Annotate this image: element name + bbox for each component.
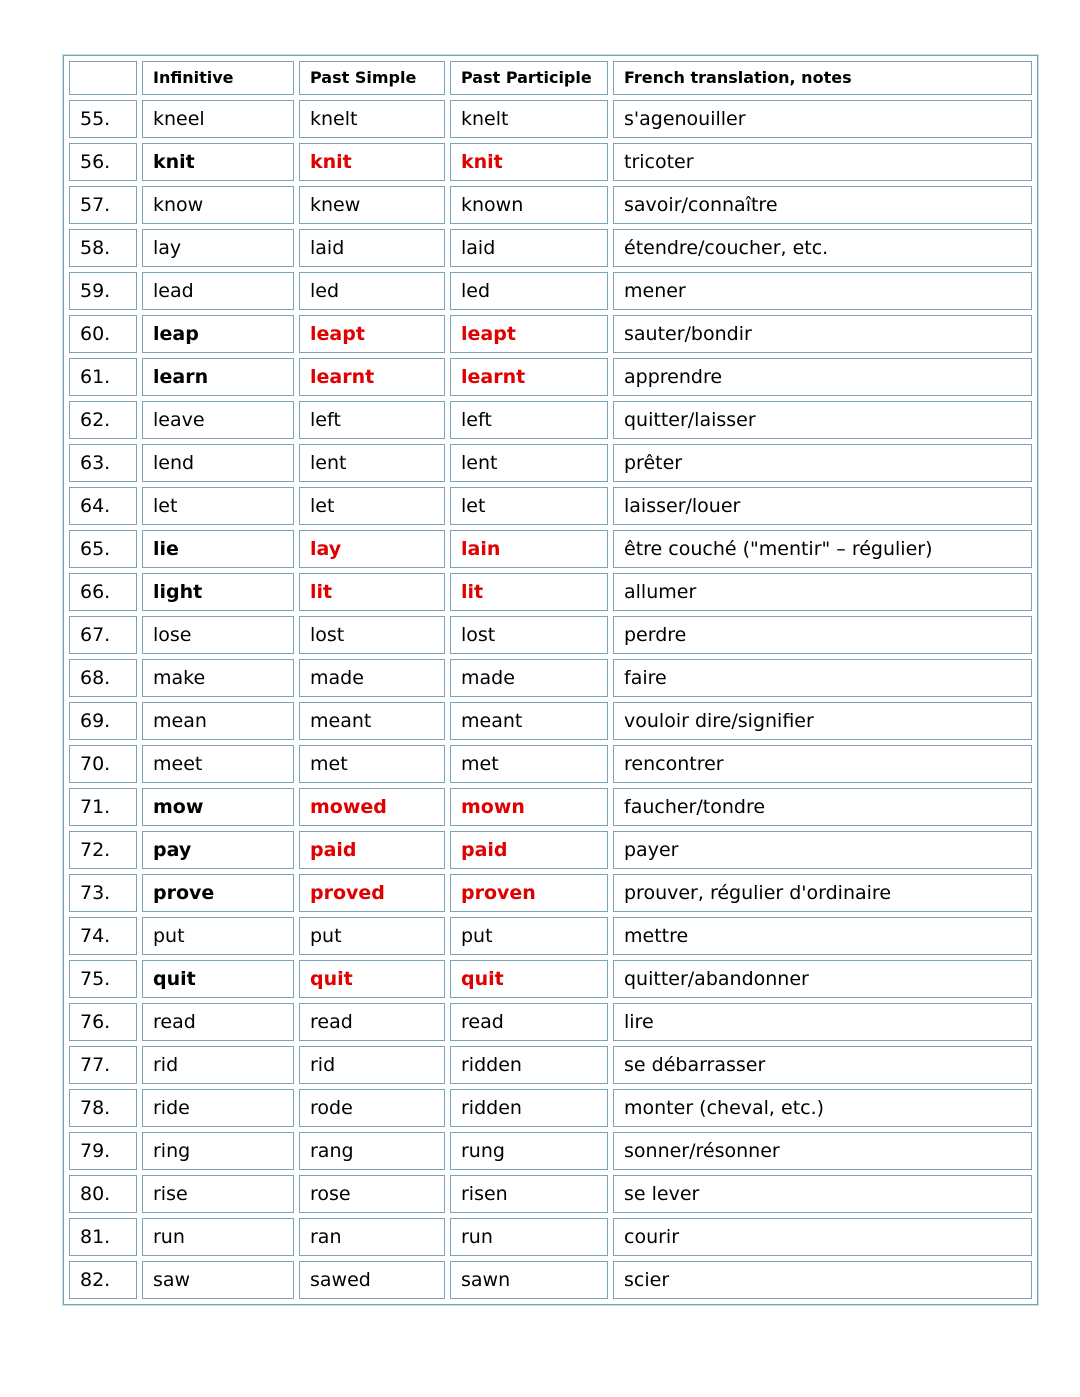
row-number-cell: 65.: [69, 530, 137, 568]
header-row: [69, 61, 1032, 95]
past-participle-cell: lit: [450, 573, 608, 611]
infinitive-cell: run: [142, 1218, 294, 1256]
infinitive-cell: lose: [142, 616, 294, 654]
infinitive-cell: know: [142, 186, 294, 224]
past-simple-cell: knit: [299, 143, 445, 181]
past-simple-cell: read: [299, 1003, 445, 1041]
row-number-cell: 62.: [69, 401, 137, 439]
past-participle-cell: let: [450, 487, 608, 525]
table-row: [69, 917, 1032, 955]
header-past-participle: Past Participle: [450, 61, 608, 95]
table-row: [69, 831, 1032, 869]
past-participle-cell: proven: [450, 874, 608, 912]
past-participle-cell: left: [450, 401, 608, 439]
past-simple-cell: led: [299, 272, 445, 310]
table-row: [69, 530, 1032, 568]
past-simple-cell: knelt: [299, 100, 445, 138]
past-simple-cell: meant: [299, 702, 445, 740]
row-number-cell: 80.: [69, 1175, 137, 1213]
french-translation-cell: rencontrer: [613, 745, 1032, 783]
past-simple-cell: let: [299, 487, 445, 525]
french-translation-cell: quitter/abandonner: [613, 960, 1032, 998]
french-translation-cell: être couché ("mentir" – régulier): [613, 530, 1032, 568]
header-past-simple: Past Simple: [299, 61, 445, 95]
table-row: [69, 100, 1032, 138]
row-number-cell: 75.: [69, 960, 137, 998]
table-row: [69, 960, 1032, 998]
row-number-cell: 74.: [69, 917, 137, 955]
past-simple-cell: quit: [299, 960, 445, 998]
past-simple-cell: paid: [299, 831, 445, 869]
french-translation-cell: allumer: [613, 573, 1032, 611]
infinitive-cell: saw: [142, 1261, 294, 1299]
past-simple-cell: put: [299, 917, 445, 955]
past-participle-cell: meant: [450, 702, 608, 740]
infinitive-cell: let: [142, 487, 294, 525]
table-row: [69, 1132, 1032, 1170]
past-participle-cell: ridden: [450, 1089, 608, 1127]
past-participle-cell: known: [450, 186, 608, 224]
french-translation-cell: lire: [613, 1003, 1032, 1041]
infinitive-cell: lend: [142, 444, 294, 482]
past-simple-cell: left: [299, 401, 445, 439]
infinitive-cell: leave: [142, 401, 294, 439]
row-number-cell: 66.: [69, 573, 137, 611]
row-number-cell: 73.: [69, 874, 137, 912]
french-translation-cell: courir: [613, 1218, 1032, 1256]
past-participle-cell: risen: [450, 1175, 608, 1213]
french-translation-cell: laisser/louer: [613, 487, 1032, 525]
past-simple-cell: lost: [299, 616, 445, 654]
infinitive-cell: make: [142, 659, 294, 697]
table-row: [69, 358, 1032, 396]
french-translation-cell: perdre: [613, 616, 1032, 654]
row-number-cell: 60.: [69, 315, 137, 353]
row-number-cell: 59.: [69, 272, 137, 310]
infinitive-cell: read: [142, 1003, 294, 1041]
row-number-cell: 61.: [69, 358, 137, 396]
row-number-cell: 78.: [69, 1089, 137, 1127]
table-row: [69, 1089, 1032, 1127]
past-participle-cell: put: [450, 917, 608, 955]
infinitive-cell: prove: [142, 874, 294, 912]
table-row: [69, 1261, 1032, 1299]
past-simple-cell: leapt: [299, 315, 445, 353]
row-number-cell: 64.: [69, 487, 137, 525]
french-translation-cell: savoir/connaître: [613, 186, 1032, 224]
row-number-cell: 68.: [69, 659, 137, 697]
table-row: [69, 616, 1032, 654]
past-participle-cell: lent: [450, 444, 608, 482]
header-number: [69, 61, 137, 95]
row-number-cell: 57.: [69, 186, 137, 224]
past-participle-cell: quit: [450, 960, 608, 998]
french-translation-cell: sonner/résonner: [613, 1132, 1032, 1170]
french-translation-cell: apprendre: [613, 358, 1032, 396]
french-translation-cell: quitter/laisser: [613, 401, 1032, 439]
row-number-cell: 76.: [69, 1003, 137, 1041]
french-translation-cell: sauter/bondir: [613, 315, 1032, 353]
infinitive-cell: lay: [142, 229, 294, 267]
table-row: [69, 229, 1032, 267]
french-translation-cell: prêter: [613, 444, 1032, 482]
infinitive-cell: kneel: [142, 100, 294, 138]
table-row: [69, 186, 1032, 224]
past-participle-cell: leapt: [450, 315, 608, 353]
past-simple-cell: ran: [299, 1218, 445, 1256]
header-infinitive: Infinitive: [142, 61, 294, 95]
table-row: [69, 702, 1032, 740]
french-translation-cell: prouver, régulier d'ordinaire: [613, 874, 1032, 912]
row-number-cell: 72.: [69, 831, 137, 869]
infinitive-cell: lie: [142, 530, 294, 568]
french-translation-cell: mener: [613, 272, 1032, 310]
past-simple-cell: rid: [299, 1046, 445, 1084]
past-participle-cell: laid: [450, 229, 608, 267]
past-participle-cell: made: [450, 659, 608, 697]
row-number-cell: 77.: [69, 1046, 137, 1084]
french-translation-cell: se débarrasser: [613, 1046, 1032, 1084]
infinitive-cell: mow: [142, 788, 294, 826]
french-translation-cell: étendre/coucher, etc.: [613, 229, 1032, 267]
infinitive-cell: ring: [142, 1132, 294, 1170]
past-simple-cell: rang: [299, 1132, 445, 1170]
infinitive-cell: meet: [142, 745, 294, 783]
table-row: [69, 874, 1032, 912]
table-row: [69, 315, 1032, 353]
row-number-cell: 81.: [69, 1218, 137, 1256]
french-translation-cell: monter (cheval, etc.): [613, 1089, 1032, 1127]
infinitive-cell: pay: [142, 831, 294, 869]
table-row: [69, 1046, 1032, 1084]
past-simple-cell: sawed: [299, 1261, 445, 1299]
row-number-cell: 58.: [69, 229, 137, 267]
past-participle-cell: met: [450, 745, 608, 783]
past-simple-cell: mowed: [299, 788, 445, 826]
french-translation-cell: faire: [613, 659, 1032, 697]
table-row: [69, 401, 1032, 439]
irregular-verbs-table: [63, 55, 1038, 1305]
past-simple-cell: knew: [299, 186, 445, 224]
past-participle-cell: learnt: [450, 358, 608, 396]
infinitive-cell: rise: [142, 1175, 294, 1213]
past-participle-cell: paid: [450, 831, 608, 869]
past-participle-cell: read: [450, 1003, 608, 1041]
french-translation-cell: payer: [613, 831, 1032, 869]
row-number-cell: 56.: [69, 143, 137, 181]
past-participle-cell: rung: [450, 1132, 608, 1170]
row-number-cell: 71.: [69, 788, 137, 826]
row-number-cell: 67.: [69, 616, 137, 654]
french-translation-cell: vouloir dire/signifier: [613, 702, 1032, 740]
past-simple-cell: lay: [299, 530, 445, 568]
infinitive-cell: put: [142, 917, 294, 955]
table-row: [69, 143, 1032, 181]
past-simple-cell: lent: [299, 444, 445, 482]
past-simple-cell: rose: [299, 1175, 445, 1213]
infinitive-cell: learn: [142, 358, 294, 396]
infinitive-cell: light: [142, 573, 294, 611]
table-row: [69, 573, 1032, 611]
past-simple-cell: rode: [299, 1089, 445, 1127]
past-participle-cell: lost: [450, 616, 608, 654]
past-participle-cell: mown: [450, 788, 608, 826]
past-participle-cell: knit: [450, 143, 608, 181]
row-number-cell: 63.: [69, 444, 137, 482]
past-participle-cell: lain: [450, 530, 608, 568]
past-participle-cell: run: [450, 1218, 608, 1256]
past-simple-cell: laid: [299, 229, 445, 267]
row-number-cell: 55.: [69, 100, 137, 138]
infinitive-cell: mean: [142, 702, 294, 740]
past-simple-cell: made: [299, 659, 445, 697]
past-participle-cell: ridden: [450, 1046, 608, 1084]
past-simple-cell: lit: [299, 573, 445, 611]
table-row: [69, 1175, 1032, 1213]
table-row: [69, 272, 1032, 310]
past-participle-cell: sawn: [450, 1261, 608, 1299]
past-participle-cell: knelt: [450, 100, 608, 138]
table-row: [69, 487, 1032, 525]
french-translation-cell: scier: [613, 1261, 1032, 1299]
infinitive-cell: knit: [142, 143, 294, 181]
verb-table-body: [69, 100, 1032, 1299]
infinitive-cell: lead: [142, 272, 294, 310]
table-row: [69, 788, 1032, 826]
french-translation-cell: mettre: [613, 917, 1032, 955]
table-header: [69, 61, 1032, 95]
past-simple-cell: learnt: [299, 358, 445, 396]
french-translation-cell: se lever: [613, 1175, 1032, 1213]
header-french-translation: French translation, notes: [613, 61, 1032, 95]
past-participle-cell: led: [450, 272, 608, 310]
infinitive-cell: quit: [142, 960, 294, 998]
french-translation-cell: tricoter: [613, 143, 1032, 181]
table-row: [69, 745, 1032, 783]
row-number-cell: 70.: [69, 745, 137, 783]
past-simple-cell: met: [299, 745, 445, 783]
table-row: [69, 1003, 1032, 1041]
table-row: [69, 444, 1032, 482]
infinitive-cell: rid: [142, 1046, 294, 1084]
french-translation-cell: faucher/tondre: [613, 788, 1032, 826]
row-number-cell: 82.: [69, 1261, 137, 1299]
row-number-cell: 69.: [69, 702, 137, 740]
infinitive-cell: leap: [142, 315, 294, 353]
infinitive-cell: ride: [142, 1089, 294, 1127]
past-simple-cell: proved: [299, 874, 445, 912]
row-number-cell: 79.: [69, 1132, 137, 1170]
french-translation-cell: s'agenouiller: [613, 100, 1032, 138]
table-row: [69, 659, 1032, 697]
table-row: [69, 1218, 1032, 1256]
